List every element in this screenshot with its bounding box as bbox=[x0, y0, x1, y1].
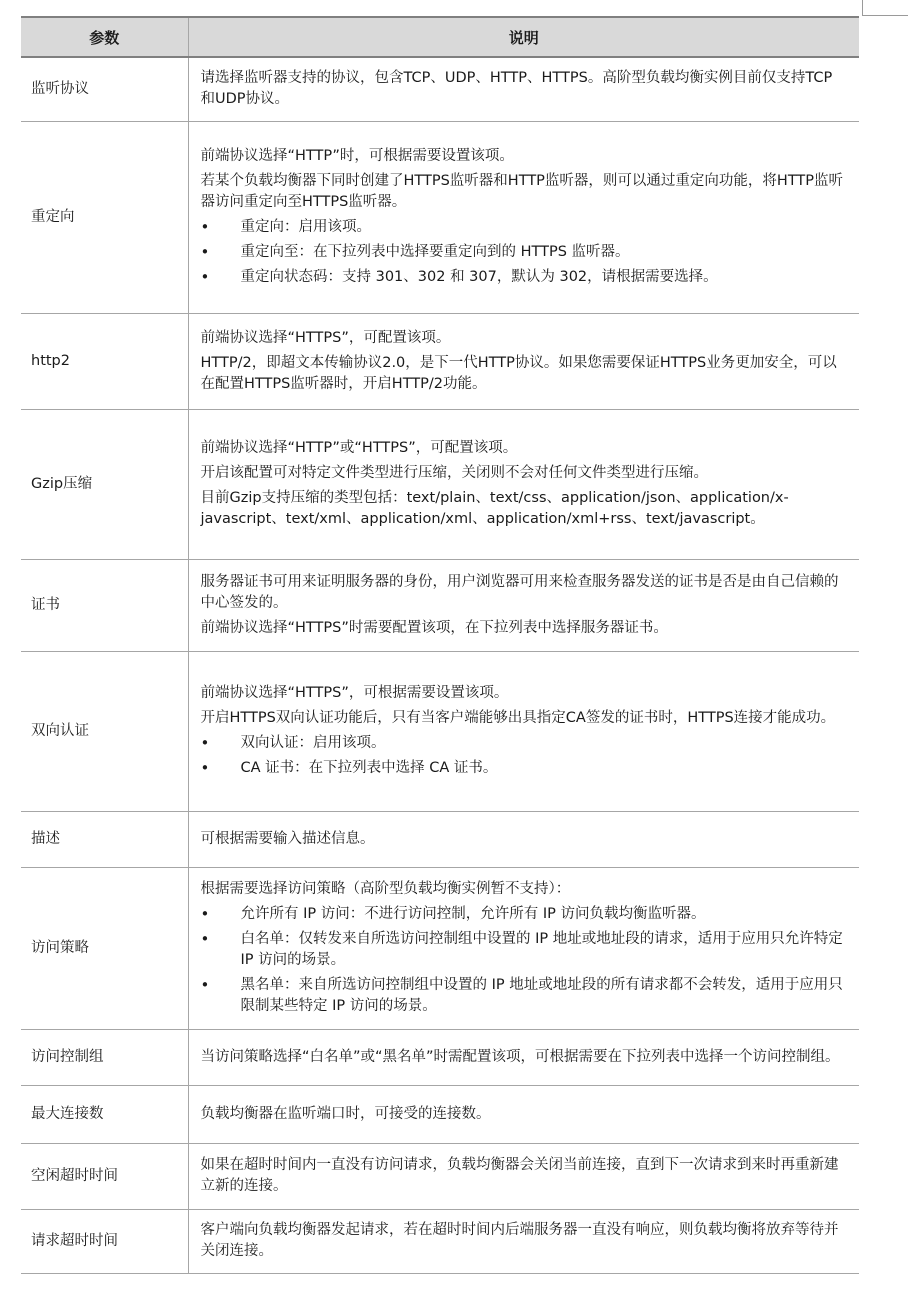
description-paragraph: 如果在超时时间内一直没有访问请求，负载均衡器会关闭当前连接，直到下一次请求到来时再重新建立新的连接。 bbox=[200, 1157, 839, 1194]
param-name: 请求超时时间 bbox=[21, 1209, 188, 1273]
table-row bbox=[21, 867, 859, 1029]
description-paragraph: 当访问策略选择“白名单”或“黑名单”时需配置该项，可根据需要在下拉列表中选择一个访问控制组。 bbox=[200, 1048, 840, 1065]
description-paragraph: 开启HTTPS双向认证功能后，只有当客户端能够出具指定CA签发的证书时，HTTPS连接才能成功。 bbox=[200, 710, 836, 726]
table-row bbox=[21, 57, 859, 121]
bullet-item: • 重定向：启用该项。 bbox=[201, 217, 846, 238]
bullet-item: • 白名单：仅转发来自所选访问控制组中设置的 IP 地址或地址段的请求，适用于应用只允许特定 IP 访问的场景。 bbox=[201, 929, 846, 971]
param-description bbox=[188, 409, 859, 559]
table-row bbox=[21, 1029, 859, 1085]
table-row bbox=[21, 1085, 859, 1143]
table-body bbox=[21, 57, 859, 1273]
bullet-item: • CA 证书：在下拉列表中选择 CA 证书。 bbox=[201, 758, 846, 779]
param-name: 描述 bbox=[21, 811, 188, 867]
param-description bbox=[188, 867, 859, 1029]
description-paragraph: 客户端向负载均衡器发起请求，若在超时时间内后端服务器一直没有响应，则负载均衡将放弃等待并关闭连接。 bbox=[200, 1222, 839, 1259]
description-paragraph: 根据需要选择访问策略（高阶型负载均衡实例暂不支持）： bbox=[200, 881, 571, 897]
param-description bbox=[188, 121, 859, 313]
table-row bbox=[21, 121, 859, 313]
description-paragraph: HTTP/2，即超文本传输协议2.0，是下一代HTTP协议。如果您需要保证HTTPS业务更加安全，可以在配置HTTPS监听器时，开启HTTP/2功能。 bbox=[200, 354, 837, 392]
table-row bbox=[21, 559, 859, 651]
bullet-item: • 重定向至：在下拉列表中选择要重定向到的 HTTPS 监听器。 bbox=[201, 242, 846, 263]
description-paragraph: 请选择监听器支持的协议，包含TCP、UDP、HTTP、HTTPS。高阶型负载均衡实例目前仅支持TCP和UDP协议。 bbox=[200, 70, 833, 108]
table-row bbox=[21, 651, 859, 811]
param-name: 访问策略 bbox=[21, 867, 188, 1029]
table-row bbox=[21, 409, 859, 559]
table-row bbox=[21, 313, 859, 409]
description-paragraph: 若某个负载均衡器下同时创建了HTTPS监听器和HTTP监听器，则可以通过重定向功能，将HTTP监听器访问重定向至HTTPS监听器。 bbox=[200, 173, 844, 210]
parameter-table bbox=[21, 16, 859, 1274]
param-name: 空闲超时时间 bbox=[21, 1143, 188, 1209]
table-header-row bbox=[21, 17, 859, 57]
description-paragraph: 开启该配置可对特定文件类型进行压缩，关闭则不会对任何文件类型进行压缩。 bbox=[200, 465, 708, 481]
param-description bbox=[188, 1029, 859, 1085]
param-name: 最大连接数 bbox=[21, 1085, 188, 1143]
param-description bbox=[188, 651, 859, 811]
bullet-item: • 黑名单：来自所选访问控制组中设置的 IP 地址或地址段的所有请求都不会转发，适用于应用只限制某些特定 IP 访问的场景。 bbox=[201, 975, 846, 1017]
param-description bbox=[188, 57, 859, 121]
bullet-item: • 双向认证：启用该项。 bbox=[201, 733, 846, 754]
param-description bbox=[188, 1143, 859, 1209]
param-name: 访问控制组 bbox=[21, 1029, 188, 1085]
table-row bbox=[21, 1143, 859, 1209]
param-name: http2 bbox=[21, 313, 188, 409]
table-row bbox=[21, 1209, 859, 1273]
description-paragraph: 负载均衡器在监听端口时，可接受的连接数。 bbox=[200, 1105, 491, 1122]
bullet-item: • 允许所有 IP 访问：不进行访问控制，允许所有 IP 访问负载均衡监听器。 bbox=[201, 904, 846, 925]
param-name: 双向认证 bbox=[21, 651, 188, 811]
param-name: 重定向 bbox=[21, 121, 188, 313]
description-paragraph: 前端协议选择“HTTPS”，可配置该项。 bbox=[200, 329, 451, 346]
header-param: 参数 bbox=[21, 17, 188, 57]
description-paragraph: 前端协议选择“HTTPS”，可根据需要设置该项。 bbox=[200, 685, 509, 701]
param-description bbox=[188, 313, 859, 409]
param-name: 监听协议 bbox=[21, 57, 188, 121]
description-paragraph: 前端协议选择“HTTPS”时需要配置该项，在下拉列表中选择服务器证书。 bbox=[200, 619, 668, 636]
table-row bbox=[21, 811, 859, 867]
description-paragraph: 目前Gzip支持压缩的类型包括：text/plain、text/css、application/json、application/x-javascript、text/xml、application/xml、application/xml+rss、text/javascript。 bbox=[200, 490, 789, 527]
param-description bbox=[188, 1209, 859, 1273]
description-paragraph: 前端协议选择“HTTP”时，可根据需要设置该项。 bbox=[200, 148, 514, 164]
param-description bbox=[188, 559, 859, 651]
description-paragraph: 可根据需要输入描述信息。 bbox=[200, 830, 375, 847]
bullet-item: • 重定向状态码：支持 301、302 和 307，默认为 302，请根据需要选择。 bbox=[201, 267, 846, 288]
description-paragraph: 服务器证书可用来证明服务器的身份，用户浏览器可用来检查服务器发送的证书是否是由自己信赖的中心签发的。 bbox=[200, 573, 839, 611]
header-desc: 说明 bbox=[188, 17, 859, 57]
param-name: 证书 bbox=[21, 559, 188, 651]
param-description bbox=[188, 811, 859, 867]
param-description bbox=[188, 1085, 859, 1143]
param-name: Gzip压缩 bbox=[21, 409, 188, 559]
page-corner-rule bbox=[862, 0, 908, 16]
description-paragraph: 前端协议选择“HTTP”或“HTTPS”，可配置该项。 bbox=[200, 440, 518, 456]
